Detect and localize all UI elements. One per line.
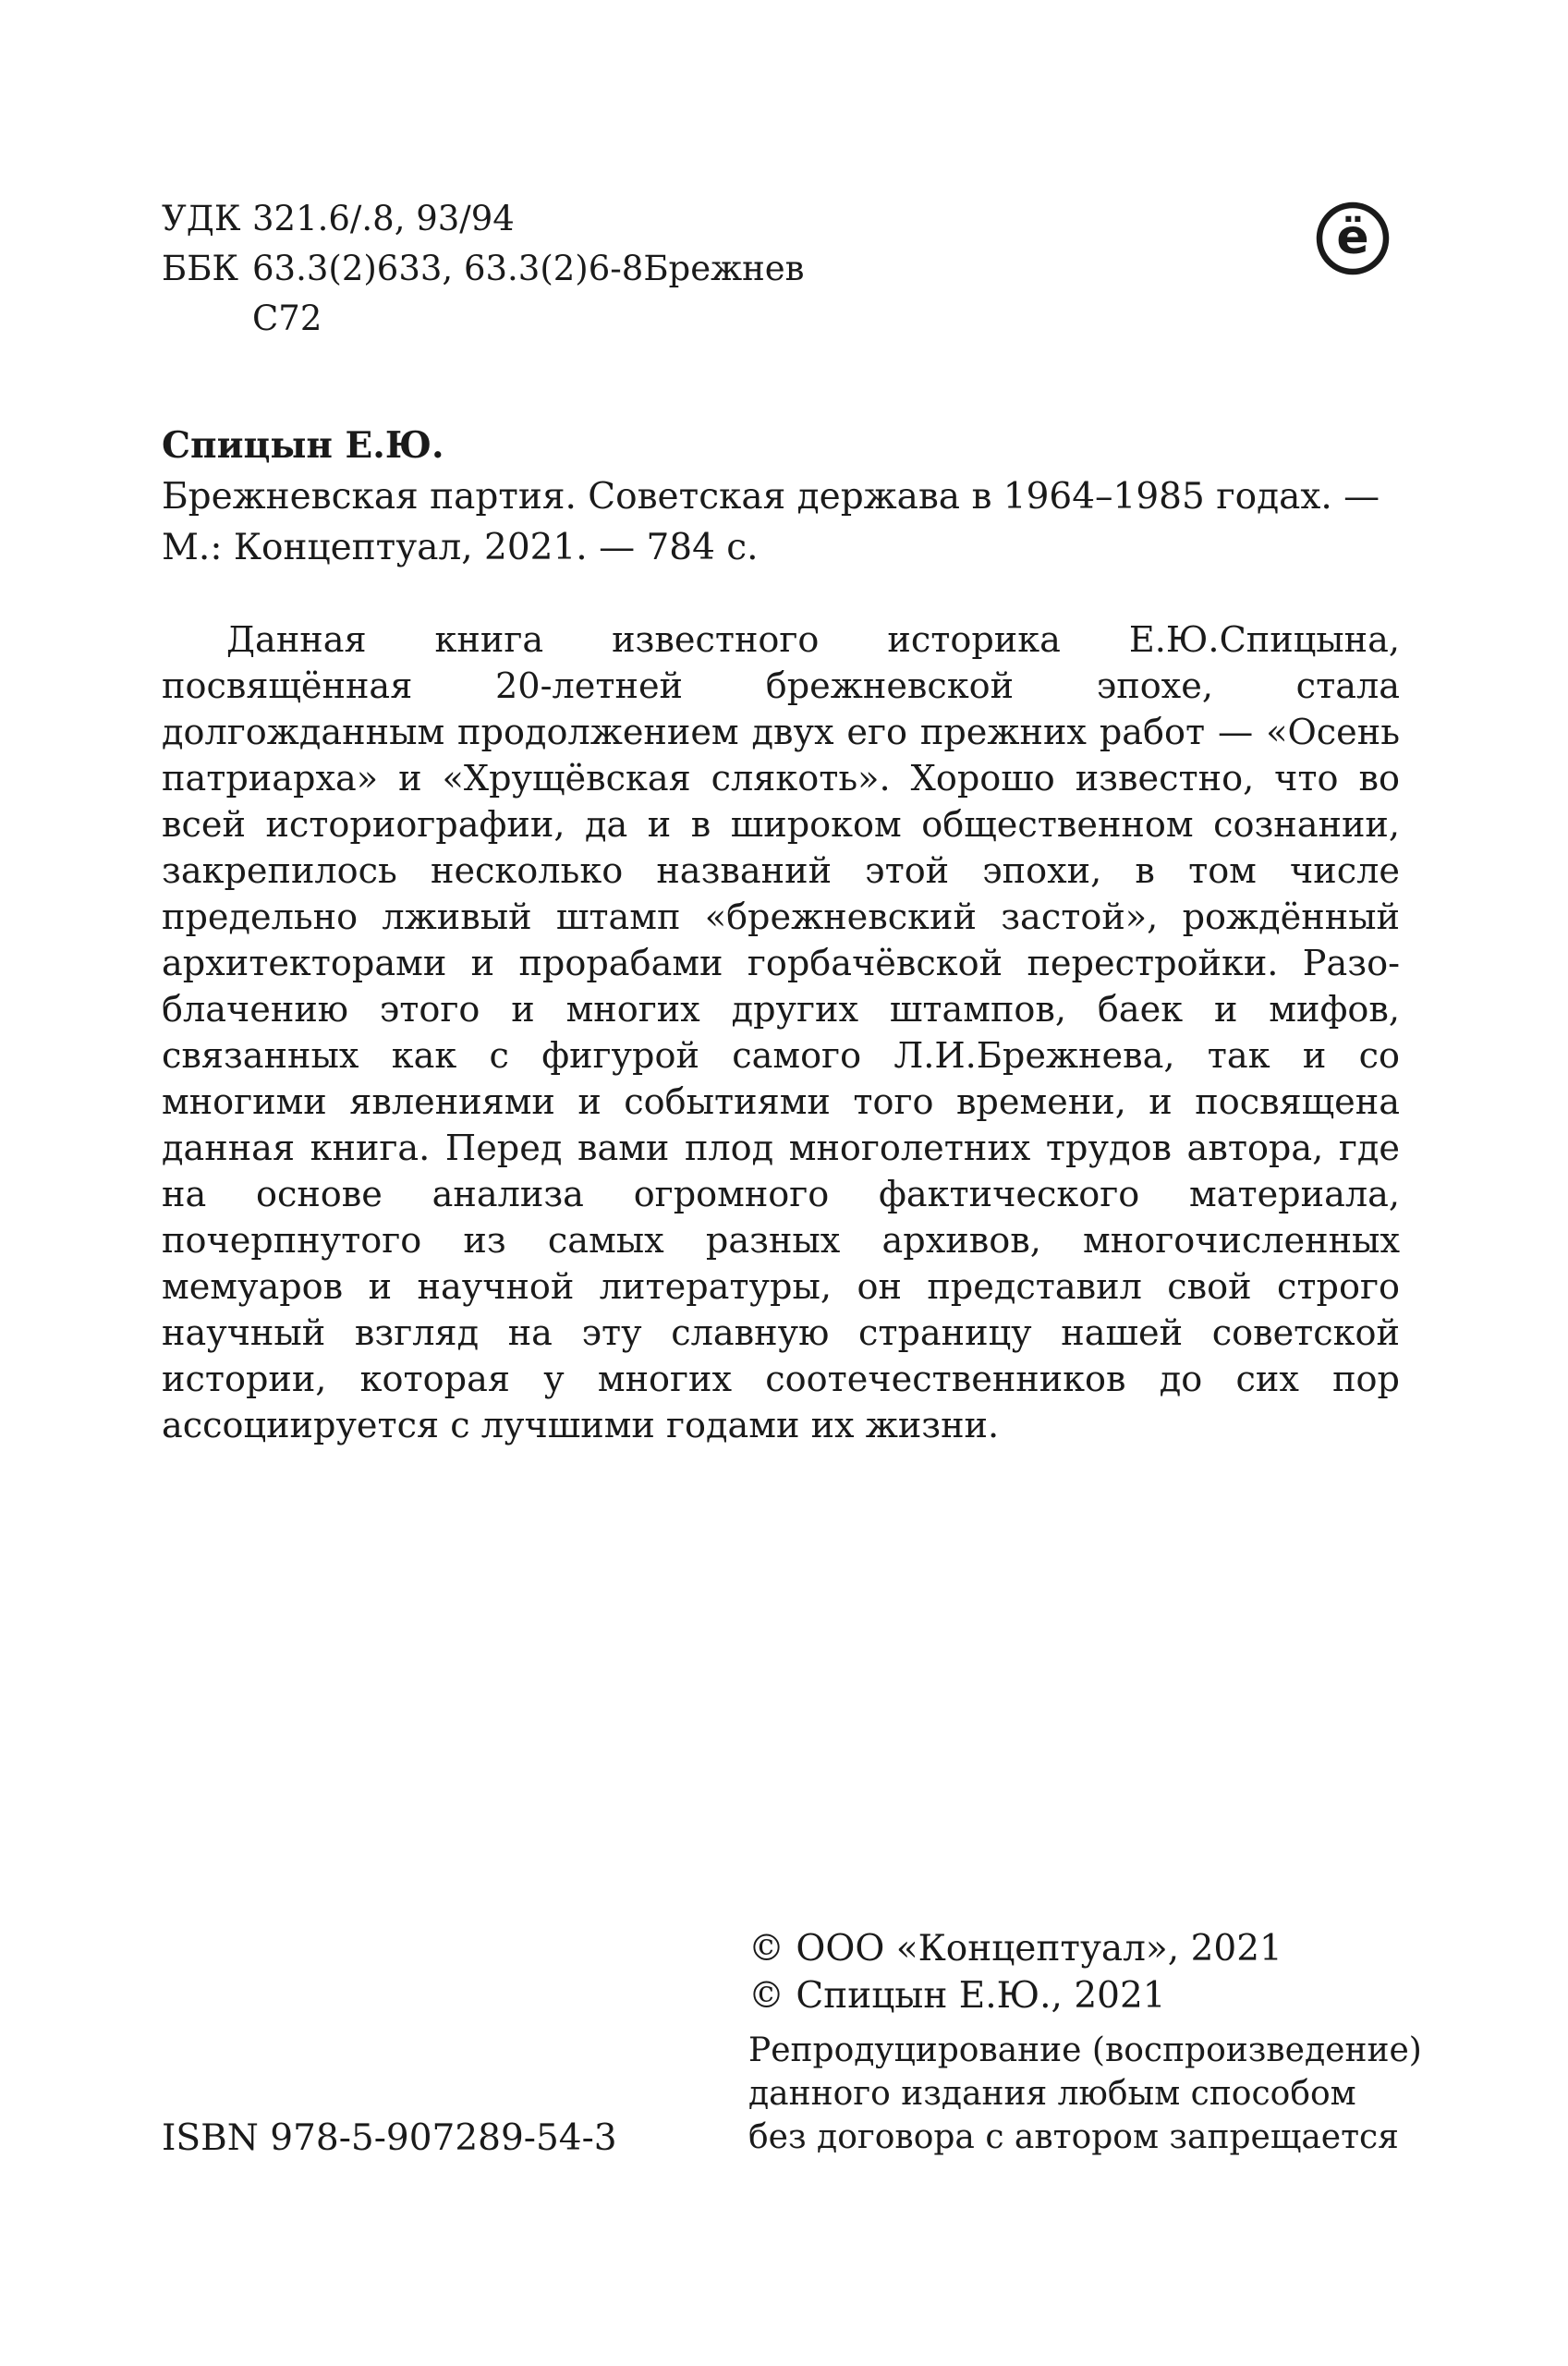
rights-line-3: без договора с автором запрещается — [748, 2118, 1399, 2156]
udk-row — [162, 194, 805, 244]
bbk-value: 63.3(2)633, 63.3(2)6-8Брежнев — [252, 249, 805, 288]
logo-glyph: ё — [1336, 210, 1369, 265]
yo-letter-logo-icon — [1310, 192, 1395, 277]
rights-line-1: Репродуцирование (воспроизведение) — [748, 2031, 1422, 2069]
copyright-block — [748, 1925, 1282, 2019]
bbk-row — [162, 244, 805, 294]
rights-notice — [748, 2029, 1422, 2159]
copyright-publisher: © ООО «Концептуал», 2021 — [748, 1928, 1282, 1970]
author-mark: С72 — [252, 299, 322, 338]
isbn: ISBN 978-5-907289-54-3 — [162, 2117, 617, 2159]
rights-line-2: данного издания любым способом — [748, 2075, 1356, 2113]
bbk-label: ББК — [162, 249, 239, 288]
abstract-paragraph: Данная книга известного историка Е.Ю.Спицына, посвящённая 20-летней брежневской эпохе, стала долгожданным продолжением двух его прежних работ — «Осень патриарха» и «Хрущёвская слякоть». Хорошо известно, что во всей историографии, да и в широком общественном сознании, закрепилось несколько названий этой эпохи, в том числе предельно лживый штамп «брежневский застой», рождённый архитекторами и прорабами горбачёвской перестройки. Разоблачению этого и многих других штампов, баек и мифов, связанных как с фигурой самого Л.И.Брежнева, так и со многими явлениями и событиями того времени, и посвящена данная книга. Перед вами плод многолетних трудов автора, где на основе анализа огромного фактического материала, почерпнутого из самых разных архивов, многочисленных мемуаров и научной литературы, он представил свой строго научный взгляд на эту славную страницу нашей советской истории, которая у многих соотечественников до сих пор ассоциируется с лучшими годами их жизни. — [162, 620, 1400, 1446]
record-title: Брежневская партия. Советская держава в 1964–1985 годах. — — [162, 476, 1380, 518]
record-imprint: М.: Концептуал, 2021. — 784 с. — [162, 527, 759, 568]
udk-label: УДК — [162, 199, 241, 238]
udk-value: 321.6/.8, 93/94 — [252, 199, 515, 238]
classification-block — [162, 194, 805, 344]
copyright-author: © Спицын Е.Ю., 2021 — [748, 1975, 1166, 2017]
record-author: Спицын Е.Ю. — [162, 424, 444, 467]
bibliographic-record — [162, 421, 1418, 573]
